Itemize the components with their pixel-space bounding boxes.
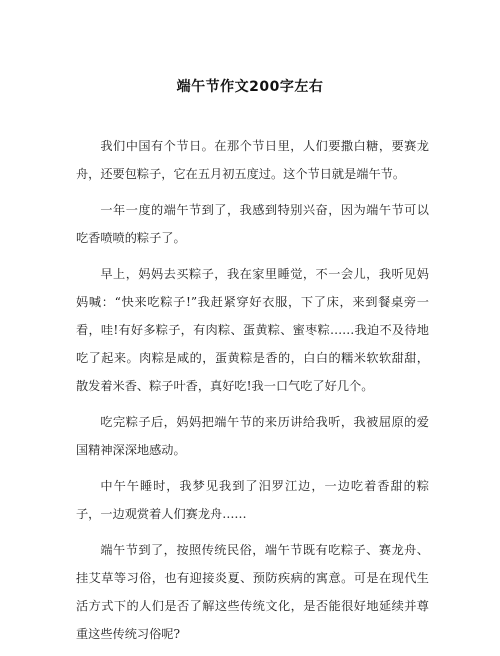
paragraph-1: 我们中国有个节日。在那个节日里，人们要撒白糖，要赛龙舟，还要包粽子，它在五月初五度过。这个节日就是端午节。	[76, 139, 429, 181]
paragraph-5: 中午午睡时，我梦见我到了汨罗江边，一边吃着香甜的粽子，一边观赏着人们赛龙舟……	[76, 479, 429, 521]
paragraph-2: 一年一度的端午节到了，我感到特别兴奋，因为端午节可以吃香喷喷的粽子了。	[76, 203, 429, 245]
paragraph-3: 早上，妈妈去买粽子，我在家里睡觉，不一会儿，我听见妈妈喊：“快来吃粽子!”我赶紧穿好衣服，下了床，来到餐桌旁一看，哇!有好多粽子，有肉粽、蛋黄粽、蜜枣粽……我迫不及待地吃了起来。肉粽是咸的，蛋黄粽是香的，白白的糯米软软甜甜，散发着米香、粽子叶香，真好吃!我一口气吃了好几个。	[76, 267, 429, 393]
paragraph-4: 吃完粽子后，妈妈把端午节的来历讲给我听，我被屈原的爱国精神深深地感动。	[76, 415, 429, 457]
document-title: 端午节作文200字左右	[176, 79, 324, 95]
document-body	[76, 132, 429, 656]
paragraph-6: 端午节到了，按照传统民俗，端午节既有吃粽子、赛龙舟、挂艾草等习俗，也有迎接炎夏、预防疾病的寓意。可是在现代生活方式下的人们是否了解这些传统文化，是否能很好地延续并尊重这些传统习俗呢?	[76, 543, 429, 641]
